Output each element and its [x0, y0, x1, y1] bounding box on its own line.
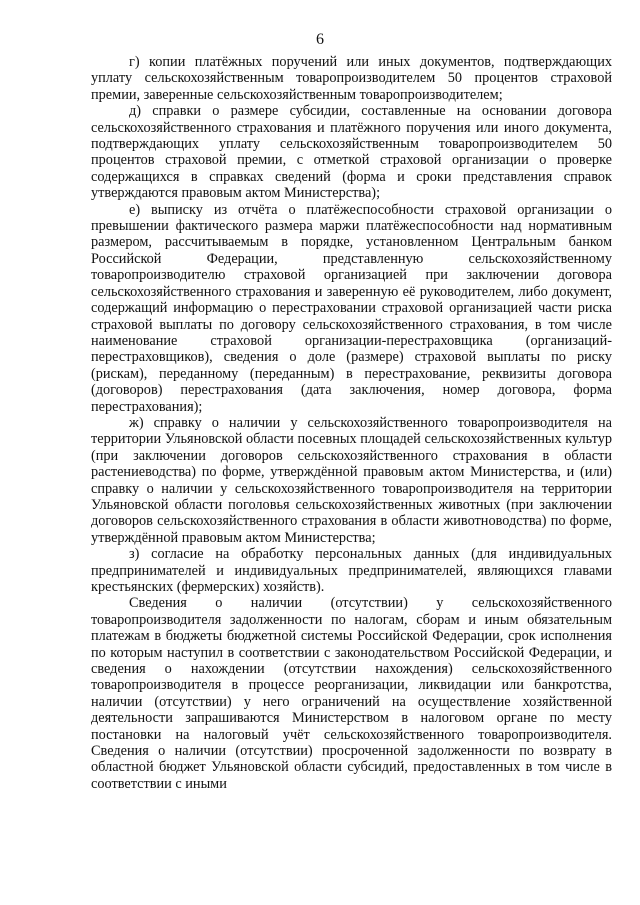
page-number: 6 [316, 31, 324, 48]
paragraph-z-personal-data-consent: з) согласие на обработку персональных данных (для индивидуальных предпринимателей и индивидуальных предпринимателей, являющихся главами крестьянских (фермерских) хозяйств). [91, 546, 612, 595]
document-body [91, 54, 612, 792]
paragraph-d-subsidy-certificates: д) справки о размере субсидии, составленные на основании договора сельскохозяйственного страхования и платёжного поручения или иного документа, подтверждающих уплату сельскохозяйственным товаропроизводителем 50 процентов страховой премии, с отметкой страховой организации о проверке содержащихся в справках сведений (форма и сроки представления справок утверждаются правовым актом Министерства); [91, 103, 612, 202]
paragraph-e-solvency-report: е) выписку из отчёта о платёжеспособности страховой организации о превышении фактического размера маржи платёжеспособности над нормативным размером, рассчитываемым в порядке, установленном Центральным банком Российской Федерации, представленную сельскохозяйственному товаропроизводителю страховой организацией при заключении договора сельскохозяйственного страхования и заверенную её руководителем, либо документ, содержащий информацию о перестраховании страховой организацией части риска страховой выплаты по договору сельскохозяйственного страхования, в том числе наименование страховой организации-перестраховщика (организаций-перестраховщиков), сведения о доле (размере) страховой выплаты по риску (рискам), переданному (переданным) в перестрахование, реквизиты договора (договоров) перестрахования (дата заключения, номер договора, форма перестрахования); [91, 201, 612, 415]
paragraph-g-payment-orders: г) копии платёжных поручений или иных документов, подтверждающих уплату сельскохозяйственным товаропроизводителем 50 процентов страховой премии, заверенные сельскохозяйственным товаропроизводителем; [91, 54, 612, 103]
paragraph-zh-acreage-livestock-certificate: ж) справку о наличии у сельскохозяйственного товаропроизводителя на территории Ульяновской области посевных площадей сельскохозяйственных культур (при заключении договоров сельскохозяйственного страхования в области растениеводства) по форме, утверждённой правовым актом Министерства, и (или) справку о наличии у сельскохозяйственного товаропроизводителя на территории Ульяновской области поголовья сельскохозяйственных животных (при заключении договоров сельскохозяйственного страхования в области животноводства) по форме, утверждённой правовым актом Министерства; [91, 414, 612, 546]
paragraph-tax-debt-information: Сведения о наличии (отсутствии) у сельскохозяйственного товаропроизводителя задолженности по налогам, сборам и иным обязательным платежам в бюджеты бюджетной системы Российской Федерации, срок исполнения по которым наступил в соответствии с законодательством Российской Федерации, и сведения о нахождении (отсутствии нахождения) сельскохозяйственного товаропроизводителя в процессе реорганизации, ликвидации или банкротства, наличии (отсутствии) у него ограничений на осуществление хозяйственной деятельности запрашиваются Министерством в налоговом органе по месту постановки на налоговый учёт сельскохозяйственного товаропроизводителя. Сведения о наличии (отсутствии) просроченной задолженности по возврату в областной бюджет Ульяновской области субсидий, предоставленных в том числе в соответствии с иными [91, 595, 612, 792]
